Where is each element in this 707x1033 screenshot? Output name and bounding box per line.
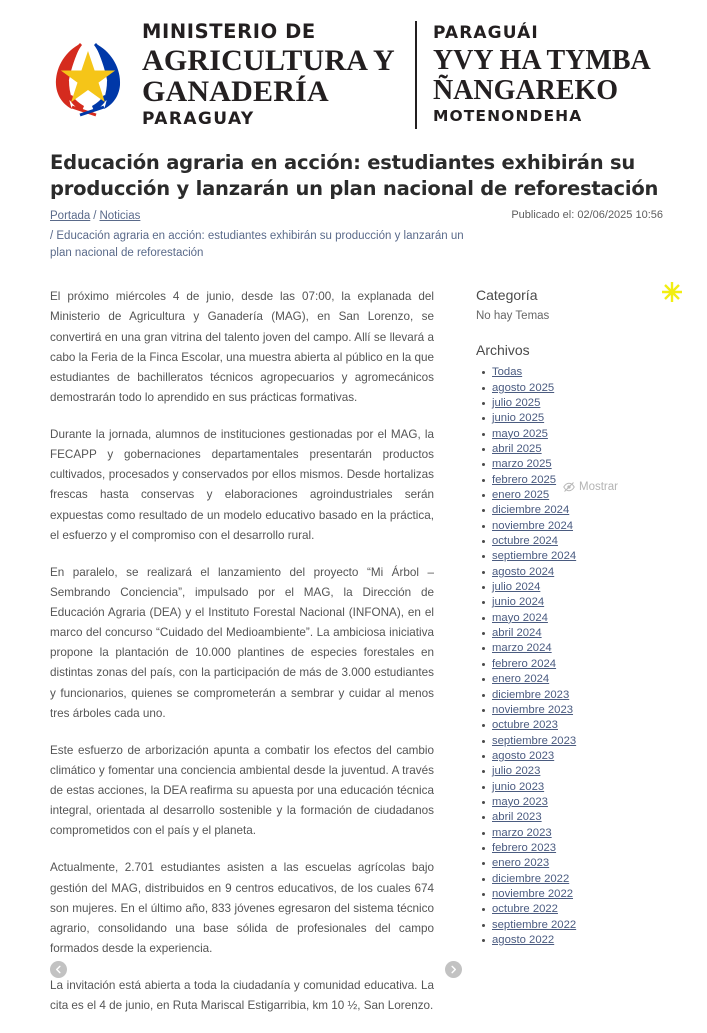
brand-nangareko-label: ÑANGAREKO <box>432 74 619 106</box>
breadcrumb-link-noticias[interactable]: Noticias <box>99 209 141 222</box>
article-paragraph: Durante la jornada, alumnos de instituciones gestionadas por el MAG, la FECAPP y gobernaciones departamentales presentarán productos cultivados, procesados y conservados por ellos mismos. Desde hortalizas frescas hasta conservas y elaboraciones agroindustriales serán expuestas como resultado de un modelo educativo basado en la práctica, el esfuerzo y el compromiso con el desarrollo rural. <box>50 428 434 542</box>
archive-link[interactable]: abril 2023 <box>492 811 542 824</box>
archive-link[interactable]: marzo 2023 <box>492 826 552 839</box>
brand-agriculture-label: AGRICULTURA Y <box>142 43 395 77</box>
breadcrumb-link-portada[interactable]: Portada <box>50 209 91 222</box>
archive-link[interactable]: octubre 2024 <box>492 535 558 548</box>
article-pager <box>50 961 462 978</box>
yellow-starburst-icon <box>661 281 683 303</box>
breadcrumb-current: / Educación agraria en acción: estudiantes exhibirán su producción y lanzarán un plan nacional de reforestación <box>50 229 464 260</box>
archive-list-item <box>492 457 699 472</box>
archive-link[interactable]: julio 2024 <box>492 581 541 594</box>
archive-link[interactable]: marzo 2025 <box>492 458 552 471</box>
archive-list-item <box>492 365 699 380</box>
archive-list-item <box>492 565 699 580</box>
brand-paraguai-label: PARAGUÁI <box>432 23 539 44</box>
archive-list-item <box>492 841 699 856</box>
article-paragraph: La invitación está abierta a toda la ciudadanía y comunidad educativa. La cita es el 4 de junio, en Ruta Mariscal Estigarribia, km 10 ½, San Lorenzo. <box>50 979 434 1013</box>
archive-list-item <box>492 764 699 779</box>
archive-link[interactable]: febrero 2023 <box>492 841 557 854</box>
archive-list-item <box>492 549 699 564</box>
sidebar-category-title: Categoría <box>476 287 538 304</box>
archive-link[interactable]: agosto 2025 <box>492 381 555 394</box>
page-title: Educación agraria en acción: estudiantes exhibirán su producción y lanzarán un plan nacional de reforestación <box>50 151 659 200</box>
archive-link[interactable]: mayo 2023 <box>492 795 548 808</box>
archive-list-item <box>492 580 699 595</box>
breadcrumb <box>50 208 470 263</box>
archive-link[interactable]: septiembre 2023 <box>492 734 577 747</box>
archive-link[interactable]: septiembre 2024 <box>492 550 577 563</box>
brand-motenondeha-label: MOTENONDEHA <box>432 107 583 126</box>
header-divider <box>415 21 417 129</box>
brand-country-label: PARAGUAY <box>142 108 255 129</box>
archive-link[interactable]: junio 2023 <box>492 780 545 793</box>
sidebar-archives-title: Archivos <box>476 342 530 359</box>
archive-list-item <box>492 826 699 841</box>
mostrar-overlay[interactable] <box>560 480 621 494</box>
brand-yvy-ha-tymba-label: YVY HA TYMBA <box>432 45 651 77</box>
archive-link[interactable]: octubre 2022 <box>492 903 558 916</box>
article-paragraph: Este esfuerzo de arborización apunta a combatir los efectos del cambio climático y fomentar una conciencia ambiental desde la juventud. A través de estas acciones, la DEA reafirma su apuesta por una educación técnica integral, orientada al desarrollo sostenible y la formación de ciudadanos comprometidos con el país y el planeta. <box>50 743 434 838</box>
article-body <box>50 287 462 1033</box>
archive-link[interactable]: enero 2025 <box>492 489 550 502</box>
archive-link[interactable]: mayo 2025 <box>492 427 548 440</box>
archives-list <box>476 365 699 948</box>
archive-list-item <box>492 442 699 457</box>
brand-ganaderia-label: GANADERÍA <box>142 74 329 108</box>
archive-list-item <box>492 672 699 687</box>
archive-link[interactable]: abril 2024 <box>492 627 542 640</box>
archive-list-item <box>492 688 699 703</box>
archive-link[interactable]: enero 2024 <box>492 673 550 686</box>
archive-link[interactable]: diciembre 2022 <box>492 872 570 885</box>
archive-link[interactable]: febrero 2024 <box>492 657 557 670</box>
paraguay-wreath-star-emblem-icon <box>44 23 132 127</box>
site-header <box>0 0 707 140</box>
archive-list-item <box>492 703 699 718</box>
sidebar <box>462 287 699 1033</box>
archive-link[interactable]: mayo 2024 <box>492 611 548 624</box>
article-meta-row <box>50 208 663 263</box>
article-paragraph: El próximo miércoles 4 de junio, desde las 07:00, la explanada del Ministerio de Agricultura y Ganadería (MAG), en San Lorenzo, se convertirá en una gran vitrina del talento joven del campo. Allí se llevará a cabo la Feria de la Finca Escolar, una muestra abierta al público en la que estudiantes de bachilleratos técnicos agropecuarios y agromecánicos demostrarán todo lo aprendido en sus prácticas formativas. <box>50 290 434 404</box>
archive-link[interactable]: marzo 2024 <box>492 642 552 655</box>
archive-list-item <box>492 718 699 733</box>
article-paragraph: Actualmente, 2.701 estudiantes asisten a las escuelas agrícolas bajo gestión del MAG, distribuidos en 9 centros educativos, de los cuales 674 son mujeres. En el último año, 833 jóvenes egresaron del sistema técnico agrario, consolidando una base sólida de profesionales del campo formados desde la experiencia. <box>50 861 434 955</box>
archive-list-item <box>492 534 699 549</box>
archive-list-item <box>492 780 699 795</box>
archive-list-item <box>492 411 699 426</box>
archive-list-item <box>492 749 699 764</box>
archive-list-item <box>492 918 699 933</box>
archive-list-item <box>492 595 699 610</box>
archive-list-item <box>492 519 699 534</box>
article-paragraph: En paralelo, se realizará el lanzamiento del proyecto “Mi Árbol – Sembrando Conciencia”, impulsado por el MAG, la Dirección de Educación Agraria (DEA) y el Instituto Forestal Nacional (INFONA), en el marco del concurso “Cuidado del Medioambiente”. La ambiciosa iniciativa propone la plantación de 10.000 plantines de especies forestales en distintas zonas del país, con la participación de más de 3.000 estudiantes y funcionarios, quienes se comprometerán a sembrar y cuidar al menos tres árboles cada uno. <box>50 565 434 720</box>
title-block <box>0 140 707 263</box>
archive-link[interactable]: abril 2025 <box>492 443 542 455</box>
archive-link[interactable]: agosto 2023 <box>492 749 555 762</box>
archive-list-item <box>492 933 699 948</box>
chevron-left-circle-icon[interactable] <box>50 961 67 978</box>
archive-link[interactable]: junio 2025 <box>492 412 545 425</box>
published-date: Publicado el: 02/06/2025 10:56 <box>511 208 663 221</box>
archive-link[interactable]: diciembre 2024 <box>492 504 570 517</box>
archive-link[interactable]: agosto 2022 <box>492 934 555 946</box>
eye-slash-icon <box>563 481 575 493</box>
sidebar-category-empty: No hay Temas <box>476 310 550 323</box>
archive-list-item <box>492 734 699 749</box>
archive-list-item <box>492 810 699 825</box>
archive-link[interactable]: noviembre 2022 <box>492 887 574 900</box>
archive-link[interactable]: diciembre 2023 <box>492 688 570 701</box>
chevron-right-circle-icon[interactable] <box>445 961 462 978</box>
archive-list-item <box>492 503 699 518</box>
archive-list-item <box>492 626 699 641</box>
archive-link[interactable]: noviembre 2024 <box>492 519 574 532</box>
archive-list-item <box>492 872 699 887</box>
archive-link[interactable]: agosto 2024 <box>492 565 555 578</box>
archive-list-item <box>492 381 699 396</box>
archive-list-item <box>492 427 699 442</box>
brand-spanish <box>142 22 413 128</box>
brand-ministry-label: MINISTERIO DE <box>142 20 316 44</box>
brand-guarani <box>433 25 651 124</box>
archive-link[interactable]: enero 2023 <box>492 857 550 870</box>
archive-list-item <box>492 657 699 672</box>
archive-list-item <box>492 902 699 917</box>
archive-link[interactable]: octubre 2023 <box>492 719 558 732</box>
archive-link[interactable]: noviembre 2023 <box>492 703 574 716</box>
archive-list-item <box>492 795 699 810</box>
archive-link[interactable]: julio 2025 <box>492 396 541 409</box>
archive-link[interactable]: febrero 2025 <box>492 473 557 486</box>
breadcrumb-separator: / <box>93 209 97 222</box>
archive-list-item <box>492 641 699 656</box>
content-wrapper <box>0 263 707 1033</box>
mostrar-label: Mostrar <box>579 481 618 494</box>
archive-list-item <box>492 887 699 902</box>
archive-list-item <box>492 611 699 626</box>
archive-list-item <box>492 856 699 871</box>
archive-link[interactable]: septiembre 2022 <box>492 918 577 931</box>
archive-link[interactable]: julio 2023 <box>492 765 541 778</box>
archive-list-item <box>492 396 699 411</box>
archive-link[interactable]: junio 2024 <box>492 596 545 609</box>
archive-link[interactable]: Todas <box>492 366 523 379</box>
